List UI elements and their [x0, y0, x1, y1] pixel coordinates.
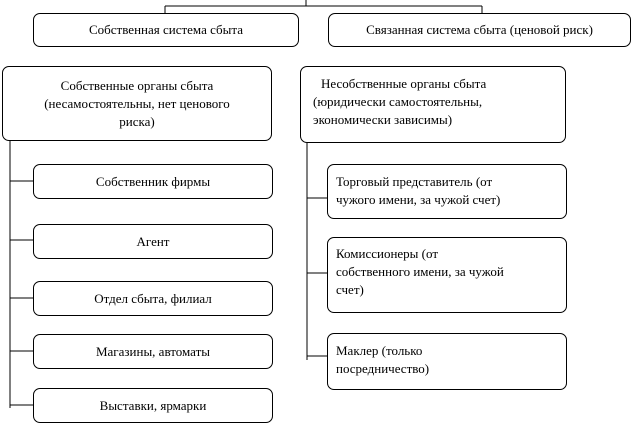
own-organs-line-1: Собственные органы сбыта: [60, 77, 214, 93]
own-item-agent-label: Агент: [136, 233, 170, 249]
own-organs-box: [2, 66, 272, 141]
broker-line-2: посредничество): [336, 361, 430, 376]
own-sales-system-box: [33, 13, 299, 47]
trade-rep-line-2: чужого имени, за чужой счет): [336, 192, 501, 207]
own-organs-line-2: (несамостоятельны, нет ценового: [44, 95, 230, 111]
broker-line-1: Маклер (только: [336, 343, 423, 358]
own-item-shops-label: Магазины, автоматы: [95, 343, 211, 359]
commission-line-1: Комиссионеры (от: [336, 246, 439, 261]
own-item-owner-label: Собственник фирмы: [95, 173, 211, 189]
foreign-item-broker: [327, 333, 567, 390]
own-item-exhibitions-label: Выставки, ярмарки: [99, 397, 207, 413]
own-organs-line-3: риска): [119, 113, 155, 129]
own-item-sales-dept-label: Отдел сбыта, филиал: [94, 290, 212, 306]
linked-sales-system-label: Связанная система сбыта (ценовой риск): [366, 22, 593, 37]
commission-line-2: собственного имени, за чужой: [336, 264, 504, 279]
own-item-owner: [33, 164, 273, 199]
own-item-exhibitions: [33, 388, 273, 423]
own-sales-system-label: Собственная система сбыта: [89, 22, 243, 37]
foreign-item-commission: [327, 237, 567, 313]
commission-line-3: счет): [336, 282, 364, 297]
own-item-sales-dept: [33, 281, 273, 316]
own-item-shops: [33, 334, 273, 369]
foreign-organs-line-3: экономически зависимы): [313, 112, 453, 127]
foreign-organs-box: [300, 66, 566, 143]
foreign-item-trade-rep: [327, 164, 567, 219]
foreign-organs-line-1: Несобственные органы сбыта: [321, 76, 487, 91]
trade-rep-line-1: Торговый представитель (от: [336, 174, 493, 189]
foreign-organs-line-2: (юридически самостоятельны,: [313, 94, 483, 109]
own-item-agent: [33, 224, 273, 259]
linked-sales-system-box: [328, 13, 631, 47]
